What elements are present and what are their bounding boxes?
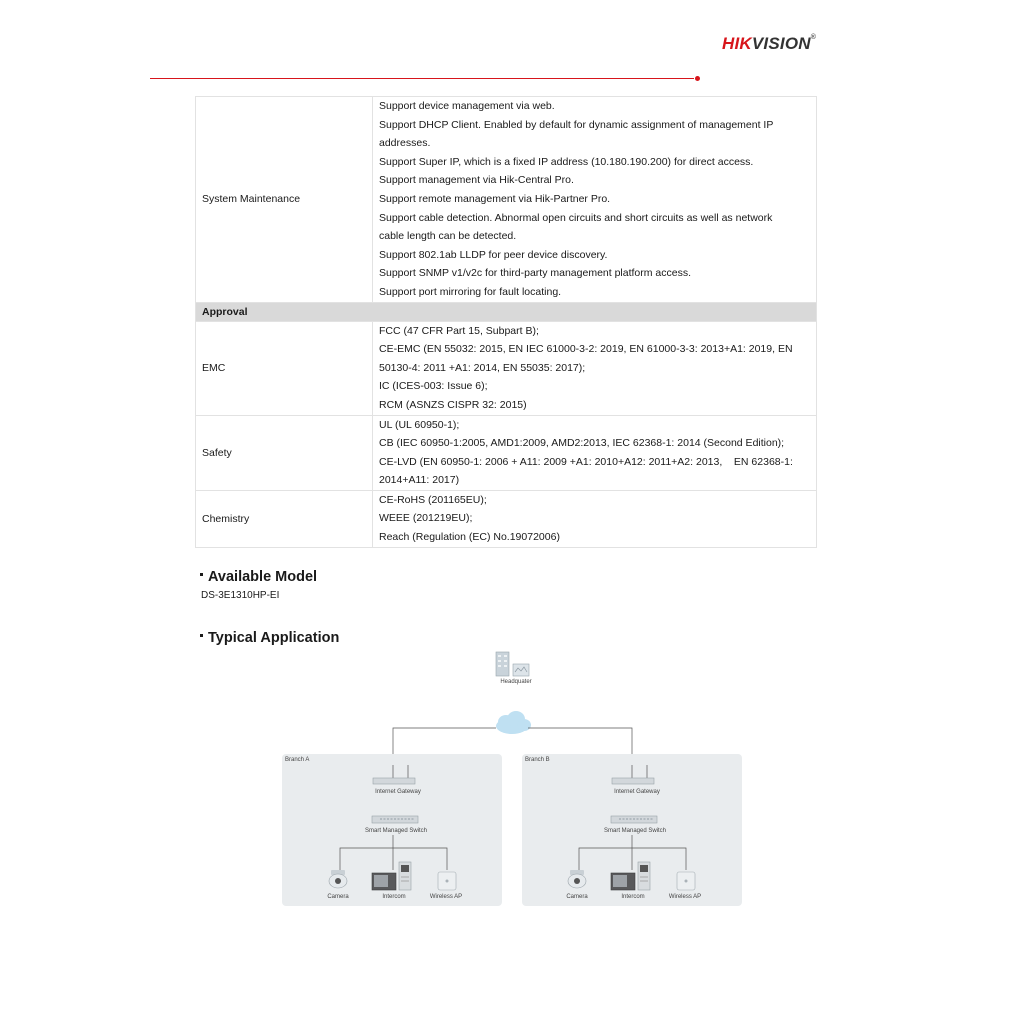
header-rule-dot [695,76,700,81]
switch-icon [372,816,418,823]
spec-line: Support SNMP v1/v2c for third-party management platform access. [379,267,692,280]
header-rule [150,78,694,79]
device-label: Camera [566,894,588,900]
spec-table [195,96,817,548]
branch-name: Branch A [285,757,310,763]
branch-name: Branch B [525,757,550,763]
spec-label: EMC [196,321,373,415]
gateway-label: Internet Gateway [375,789,421,795]
spec-line: Support Super IP, which is a fixed IP address (10.180.190.200) for direct access. [379,155,754,168]
typical-application-heading [200,630,339,646]
device-label: Wireless AP [429,894,463,900]
device-label: Camera [327,894,349,900]
intercom-icon [372,862,411,890]
spec-value [373,97,817,303]
spec-line: Support remote management via Hik-Partner Pro. [379,192,611,205]
spec-row-system-maintenance [196,97,817,303]
heading-text: Typical Application [208,630,340,646]
spec-value [373,490,817,547]
headquarter-label: Headquater [500,679,532,685]
branch-graphics [280,648,744,910]
spec-line: UL (UL 60950-1); [379,418,460,431]
spec-line: 50130-4: 2011 +A1: 2014, EN 55035: 2017); [379,361,586,374]
available-model-heading [200,569,317,585]
logo-red-text: HIK [722,34,752,53]
spec-line: addresses. [379,137,431,150]
registered-mark: ® [810,34,817,41]
spec-value [373,321,817,415]
spec-line: Support port mirroring for fault locating. [379,285,562,298]
heading-text: Available Model [208,569,318,585]
spec-line: 2014+A11: 2017) [379,474,460,487]
bullet-icon [200,573,203,576]
gateway-label: Internet Gateway [614,789,660,795]
spec-line: Support 802.1ab LLDP for peer device discovery. [379,248,608,261]
spec-line: RCM (ASNZS CISPR 32: 2015) [379,398,527,411]
wireless-ap-icon [677,872,695,890]
spec-line: FCC (47 CFR Part 15, Subpart B); [379,324,539,337]
gateway-icon [612,765,654,784]
model-number: DS-3E1310HP-EI [201,590,280,601]
spec-line: Support DHCP Client. Enabled by default for dynamic assignment of management IP [379,118,774,131]
wireless-ap-icon [438,872,456,890]
camera-icon [329,870,347,888]
spec-label: Safety [196,415,373,490]
device-label: Wireless AP [668,894,702,900]
logo-dark-text: VISION [751,34,811,53]
spec-line: WEEE (201219EU); [379,512,473,525]
spec-line: Support device management via web. [379,100,555,112]
device-label: Intercom [621,894,645,900]
bullet-icon [200,634,203,637]
spec-value [373,415,817,490]
spec-row-safety [196,415,817,490]
device-label: Intercom [382,894,406,900]
spec-row-chemistry [196,490,817,547]
network-diagram [280,648,744,910]
spec-label: Chemistry [196,490,373,547]
gateway-icon [373,765,415,784]
section-title: Approval [196,302,817,321]
intercom-icon [611,862,650,890]
spec-line: Support cable detection. Abnormal open circuits and short circuits as well as network [379,211,773,224]
switch-label: Smart Managed Switch [364,828,428,834]
switch-label: Smart Managed Switch [603,828,667,834]
spec-line: CE-RoHS (201165EU); [379,493,487,506]
section-row-approval [196,302,817,321]
spec-line: CE-EMC (EN 55032: 2015, EN IEC 61000-3-2: 2019, EN 61000-3-3: 2013+A1: 2019, EN [379,343,793,356]
spec-label: System Maintenance [196,97,373,303]
camera-icon [568,870,586,888]
spec-line: CE-LVD (EN 60950-1: 2006 + A11: 2009 +A1: 2010+A12: 2011+A2: 2013, EN 62368-1: [379,455,793,468]
hikvision-logo [722,34,816,54]
spec-line: Reach (Regulation (EC) No.19072006) [379,531,560,544]
switch-icon [611,816,657,823]
spec-line: cable length can be detected. [379,230,517,243]
spec-row-emc [196,321,817,415]
spec-line: CB (IEC 60950-1:2005, AMD1:2009, AMD2:2013, IEC 62368-1: 2014 (Second Edition); [379,437,785,450]
spec-line: IC (ICES-003: Issue 6); [379,380,488,393]
spec-line: Support management via Hik-Central Pro. [379,174,574,187]
